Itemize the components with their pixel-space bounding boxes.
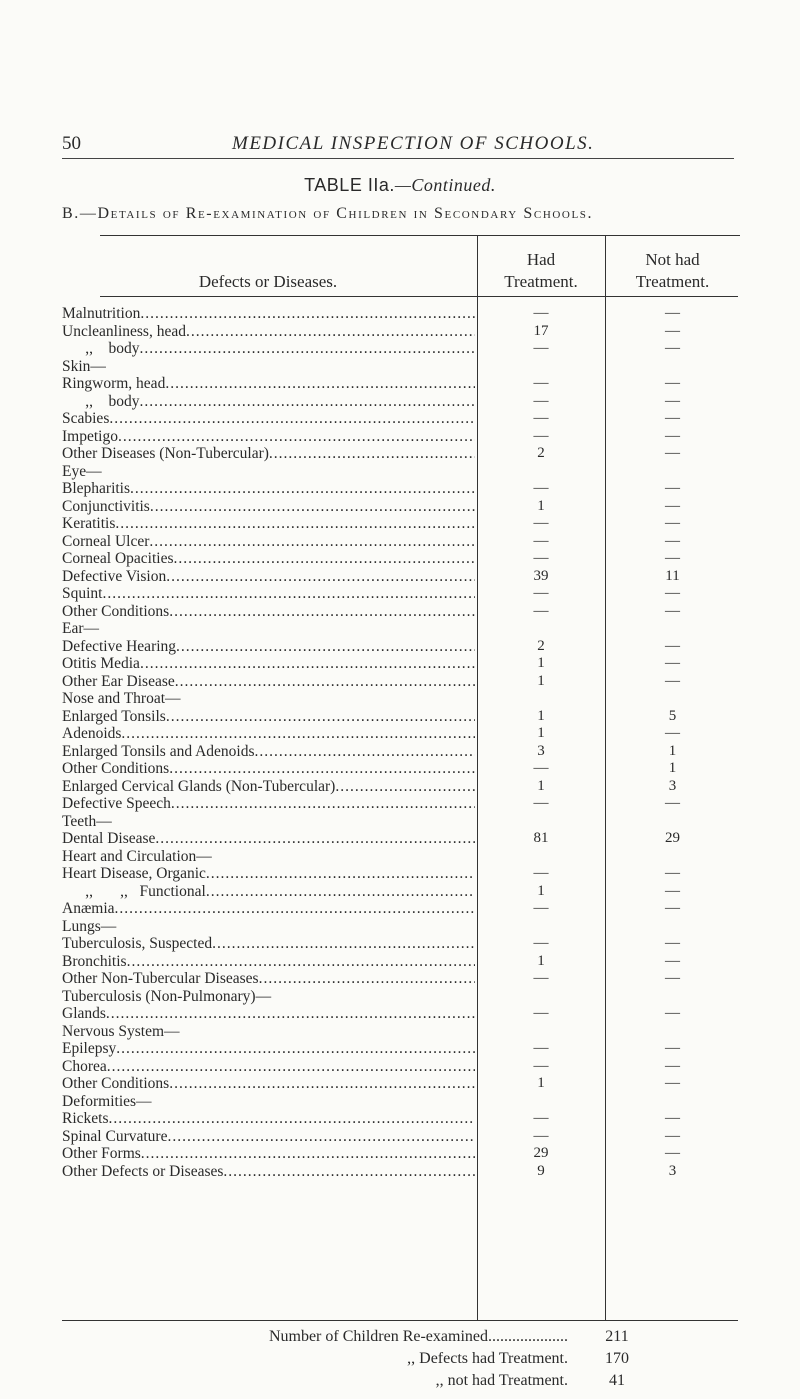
table-row	[0, 1163, 800, 1181]
table-row	[0, 585, 800, 603]
table-row	[0, 1145, 800, 1163]
had-treatment-cell: 1	[537, 655, 545, 671]
had-treatment-cell: —	[533, 1127, 549, 1144]
table-row	[0, 375, 800, 393]
had-treatment-cell: 29	[533, 1145, 549, 1161]
row-label: Spinal Curvature .....	[62, 1128, 475, 1146]
not-had-treatment-cell: —	[665, 305, 680, 321]
row-label: Eye—	[62, 462, 102, 480]
row-label: Otitis Media .....	[62, 655, 475, 673]
row-label: Keratitis .....	[62, 515, 475, 533]
row-label: Rickets .....	[62, 1110, 475, 1128]
not-had-treatment-cell: 3	[668, 1162, 677, 1179]
not-had-treatment-cell: 5	[668, 707, 677, 724]
not-had-treatment-cell: —	[665, 410, 680, 426]
not-had-treatment-cell: —	[665, 882, 680, 899]
row-label: Nose and Throat—	[62, 690, 181, 707]
not-had-treatment-cell: —	[665, 532, 680, 549]
table-row	[0, 725, 800, 743]
had-treatment-cell: —	[533, 340, 549, 356]
page-number: 50	[62, 133, 81, 154]
table-row	[0, 533, 800, 551]
summary	[0, 1326, 800, 1392]
had-treatment-cell: 1	[537, 952, 545, 969]
row-label: Dental Disease .....	[62, 830, 475, 848]
row-label: Deformities—	[62, 1092, 152, 1110]
table-row	[0, 1005, 800, 1023]
row-label: Heart and Circulation—	[62, 847, 212, 865]
not-had-treatment-cell: —	[665, 550, 680, 566]
row-label: ,, ,, Functional .....	[62, 883, 475, 901]
not-had-treatment-cell: —	[665, 1145, 680, 1161]
summary-value: 170	[605, 1350, 629, 1367]
had-treatment-cell: 3	[537, 742, 545, 759]
row-label: Corneal Ulcer .....	[62, 533, 475, 551]
table-row	[0, 1110, 800, 1128]
table-row	[0, 988, 800, 1006]
table-row	[0, 393, 800, 411]
not-had-treatment-cell: —	[665, 935, 680, 951]
had-treatment-column-header: Had Treatment.	[504, 250, 578, 291]
page-header	[62, 133, 740, 159]
had-treatment-cell: 1	[537, 1075, 545, 1091]
table-row	[0, 603, 800, 621]
had-treatment-cell: —	[533, 305, 549, 321]
table-row	[0, 918, 800, 936]
had-treatment-cell: —	[533, 1040, 549, 1056]
table-row	[0, 410, 800, 428]
row-label: Other Non-Tubercular Diseases .....	[62, 970, 475, 988]
not-had-treatment-cell: —	[665, 497, 680, 514]
not-had-treatment-cell: —	[665, 865, 680, 881]
had-treatment-cell: 9	[537, 1162, 545, 1179]
had-treatment-cell: —	[533, 865, 549, 881]
summary-row	[0, 1348, 800, 1370]
table-row	[0, 1040, 800, 1058]
row-label: Impetigo .....	[62, 428, 475, 446]
row-label: Lungs—	[62, 917, 117, 935]
row-label: Defective Vision .....	[62, 568, 475, 586]
not-had-treatment-cell: —	[665, 375, 680, 391]
had-treatment-cell: —	[533, 900, 549, 916]
not-had-treatment-cell: —	[665, 637, 680, 654]
had-treatment-cell: —	[533, 935, 549, 951]
row-label: Conjunctivitis .....	[62, 498, 475, 516]
defects-column-header: Defects or Diseases.	[198, 272, 338, 291]
had-treatment-cell: —	[533, 602, 549, 619]
summary-label: Number of Children Re-examined....................	[268, 1328, 568, 1345]
row-label: Scabies .....	[62, 410, 475, 428]
not-had-treatment-cell: 11	[665, 567, 680, 584]
not-had-treatment-cell: —	[665, 1040, 680, 1056]
had-treatment-cell: —	[533, 410, 549, 426]
table-body	[0, 305, 800, 1180]
row-label: Squint .....	[62, 585, 475, 603]
row-label: Other Ear Disease .....	[62, 673, 475, 691]
had-treatment-cell: —	[533, 795, 549, 811]
row-label: Bronchitis .....	[62, 953, 475, 971]
table-row	[0, 673, 800, 691]
had-treatment-cell: 2	[537, 637, 545, 654]
table-row	[0, 1058, 800, 1076]
had-treatment-cell: —	[533, 427, 549, 444]
row-label: Other Forms .....	[62, 1145, 475, 1163]
table-row	[0, 690, 800, 708]
had-treatment-cell: 39	[533, 567, 549, 584]
table-row	[0, 1093, 800, 1111]
had-treatment-cell: 1	[537, 777, 545, 794]
summary-value: 41	[609, 1372, 625, 1389]
table-row	[0, 568, 800, 586]
table-row	[0, 778, 800, 796]
row-label: Teeth—	[62, 812, 112, 830]
table-row	[0, 323, 800, 341]
row-label: Adenoids .....	[62, 725, 475, 743]
not-had-treatment-cell: 1	[668, 760, 677, 776]
row-label: Tuberculosis (Non-Pulmonary)—	[62, 987, 272, 1005]
row-label: ,, body .....	[62, 340, 475, 358]
row-label: Uncleanliness, head .....	[62, 323, 475, 341]
summary-label: ,, not had Treatment.	[435, 1372, 568, 1389]
table-row	[0, 900, 800, 918]
not-had-treatment-cell: —	[665, 1005, 680, 1021]
not-had-treatment-cell: —	[665, 1127, 680, 1144]
table-row	[0, 498, 800, 516]
table-row	[0, 865, 800, 883]
running-title: MEDICAL INSPECTION OF SCHOOLS.	[232, 133, 595, 154]
not-had-treatment-cell: —	[665, 725, 680, 741]
had-treatment-cell: —	[533, 550, 549, 566]
table-row	[0, 463, 800, 481]
row-label: Epilepsy .....	[62, 1040, 475, 1058]
table-title-main: TABLE IIa.	[304, 175, 395, 195]
not-had-treatment-cell: —	[665, 655, 680, 671]
row-label: Other Conditions .....	[62, 760, 475, 778]
table-row	[0, 1075, 800, 1093]
table-row	[0, 883, 800, 901]
had-treatment-cell: —	[533, 1005, 549, 1021]
row-label: Enlarged Tonsils and Adenoids .....	[62, 743, 475, 761]
not-had-treatment-cell: —	[665, 952, 680, 969]
not-had-treatment-cell: —	[665, 427, 680, 444]
had-treatment-cell: —	[533, 480, 549, 496]
row-label: ,, body .....	[62, 393, 475, 411]
had-treatment-cell: —	[533, 375, 549, 391]
summary-value: 211	[605, 1328, 629, 1345]
table-row	[0, 445, 800, 463]
not-had-treatment-cell: 1	[668, 742, 677, 759]
not-had-treatment-cell: 29	[665, 830, 680, 846]
header-bottom-rule	[100, 296, 738, 297]
table-row	[0, 760, 800, 778]
had-treatment-cell: 1	[537, 707, 545, 724]
row-label: Chorea .....	[62, 1058, 475, 1076]
not-had-treatment-cell: —	[665, 1110, 680, 1126]
had-treatment-cell: —	[533, 1057, 549, 1074]
table-row	[0, 953, 800, 971]
table-row	[0, 1128, 800, 1146]
had-treatment-cell: 17	[533, 322, 549, 339]
row-label: Defective Speech .....	[62, 795, 475, 813]
had-treatment-cell: —	[533, 515, 549, 531]
row-label: Ear—	[62, 620, 100, 637]
not-had-treatment-cell: 3	[668, 777, 677, 794]
not-had-treatment-cell: —	[665, 392, 680, 409]
table-row	[0, 848, 800, 866]
row-label: Enlarged Tonsils .....	[62, 708, 475, 726]
table-top-rule	[100, 235, 740, 236]
table-row	[0, 1023, 800, 1041]
table-row	[0, 638, 800, 656]
not-had-treatment-cell: —	[665, 515, 680, 531]
table-row	[0, 813, 800, 831]
had-treatment-cell: 1	[537, 725, 545, 741]
section-heading: B.—Details of Re-examination of Children in Secondary Schools.	[62, 205, 594, 222]
table-row	[0, 340, 800, 358]
had-treatment-cell: —	[533, 1110, 549, 1126]
table-title-suffix: —Continued.	[394, 175, 496, 195]
row-label: Defective Hearing .....	[62, 638, 475, 656]
table-bottom-rule	[62, 1320, 738, 1321]
header-rule	[62, 158, 734, 159]
row-label: Anæmia .....	[62, 900, 475, 918]
not-had-treatment-cell: —	[665, 480, 680, 496]
not-had-treatment-cell: —	[665, 585, 680, 601]
table-title	[0, 175, 800, 196]
had-treatment-cell: 2	[537, 445, 545, 461]
row-label: Other Diseases (Non-Tubercular) .....	[62, 445, 475, 463]
table-row	[0, 743, 800, 761]
not-had-treatment-cell: —	[665, 795, 680, 811]
table-row	[0, 480, 800, 498]
table-row	[0, 515, 800, 533]
row-label: Other Conditions .....	[62, 603, 475, 621]
had-treatment-cell: 1	[537, 882, 545, 899]
table-row	[0, 358, 800, 376]
had-treatment-cell: —	[533, 760, 549, 776]
row-label: Blepharitis .....	[62, 480, 475, 498]
not-had-treatment-cell: —	[665, 672, 680, 689]
row-label: Glands .....	[62, 1005, 475, 1023]
row-label: Other Conditions .....	[62, 1075, 475, 1093]
table-row	[0, 305, 800, 323]
summary-row	[0, 1326, 800, 1348]
had-treatment-cell: 1	[537, 497, 545, 514]
had-treatment-cell: —	[533, 585, 549, 601]
not-had-treatment-cell: —	[665, 340, 680, 356]
table-row	[0, 708, 800, 726]
table-row	[0, 795, 800, 813]
row-label: Corneal Opacities .....	[62, 550, 475, 568]
not-had-treatment-cell: —	[665, 445, 680, 461]
had-treatment-cell: —	[533, 392, 549, 409]
had-treatment-cell: —	[533, 532, 549, 549]
not-had-treatment-column-header: Not had Treatment.	[635, 250, 710, 291]
table-row	[0, 620, 800, 638]
row-label: Other Defects or Diseases .....	[62, 1163, 475, 1181]
summary-label: ,, Defects had Treatment.	[407, 1350, 568, 1367]
not-had-treatment-cell: —	[665, 1057, 680, 1074]
row-label: Tuberculosis, Suspected .....	[62, 935, 475, 953]
had-treatment-cell: 81	[533, 830, 549, 846]
row-label: Heart Disease, Organic .....	[62, 865, 475, 883]
table-row	[0, 970, 800, 988]
row-label: Ringworm, head .....	[62, 375, 475, 393]
had-treatment-cell: 1	[537, 672, 545, 689]
table-row	[0, 550, 800, 568]
not-had-treatment-cell: —	[665, 970, 680, 986]
not-had-treatment-cell: —	[665, 602, 680, 619]
table-row	[0, 830, 800, 848]
not-had-treatment-cell: —	[665, 1075, 680, 1091]
not-had-treatment-cell: —	[665, 900, 680, 916]
had-treatment-cell: —	[533, 970, 549, 986]
table-row	[0, 935, 800, 953]
row-label: Enlarged Cervical Glands (Non-Tubercular) .....	[62, 778, 475, 796]
table-row	[0, 428, 800, 446]
row-label: Nervous System—	[62, 1022, 180, 1040]
row-label: Skin—	[62, 357, 106, 375]
summary-row	[0, 1370, 800, 1392]
table-row	[0, 655, 800, 673]
not-had-treatment-cell: —	[665, 322, 680, 339]
row-label: Malnutrition .....	[62, 305, 475, 323]
